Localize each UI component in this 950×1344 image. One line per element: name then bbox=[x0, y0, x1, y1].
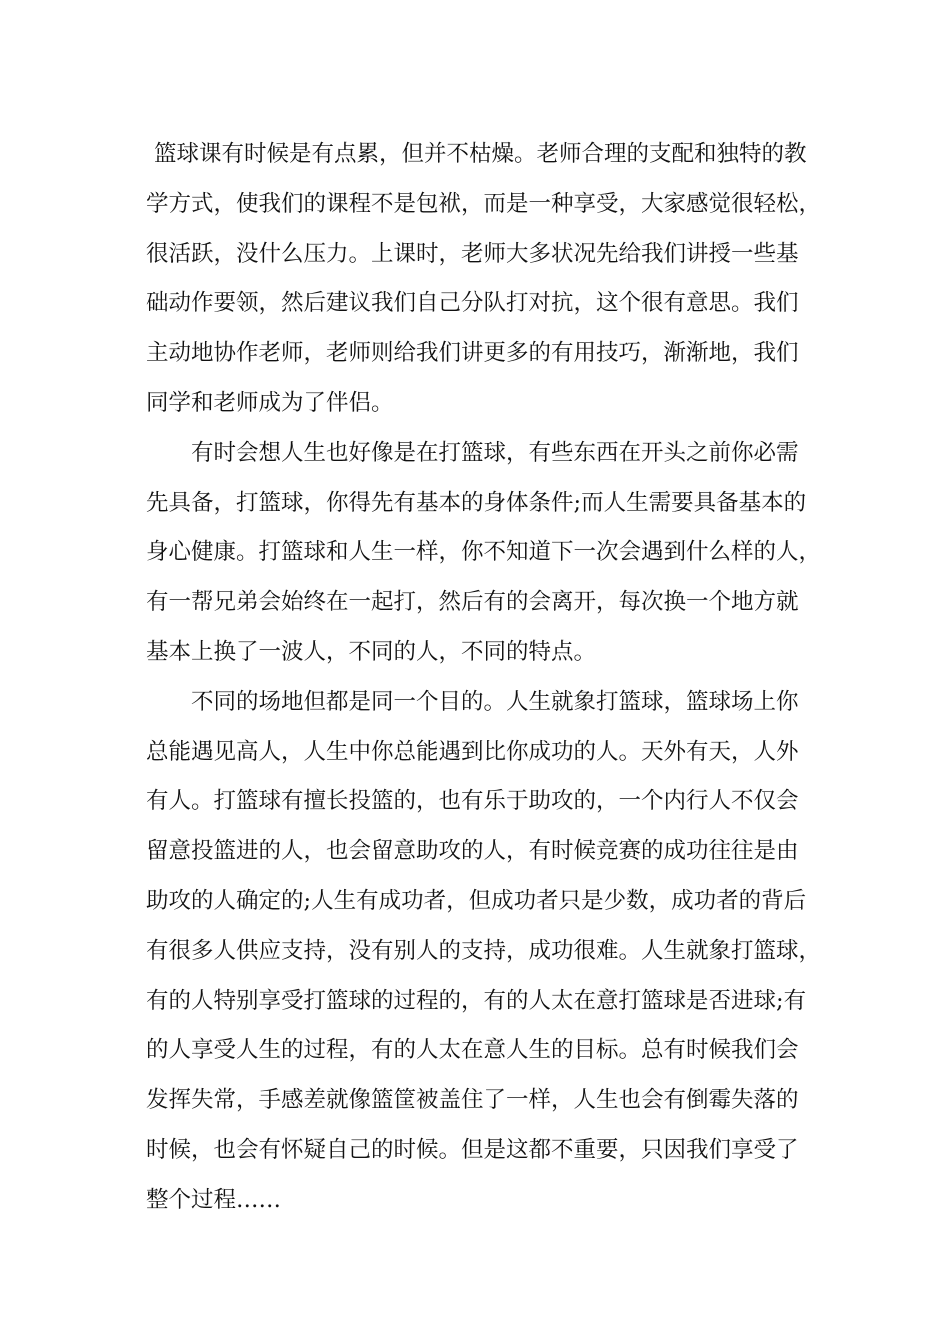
paragraph-2 bbox=[146, 429, 822, 678]
paragraph-3 bbox=[146, 678, 822, 1226]
text-line: 身心健康。打篮球和人生一样，你不知道下一次会遇到什么样的人， bbox=[146, 539, 822, 566]
text-line: 很活跃，没什么压力。上课时，老师大多状况先给我们讲授一些基 bbox=[146, 240, 799, 267]
text-line: 有的人特别享受打篮球的过程的，有的人太在意打篮球是否进球;有 bbox=[146, 987, 807, 1014]
text-line: 础动作要领，然后建议我们自己分队打对抗，这个很有意思。我们 bbox=[146, 290, 799, 317]
text-line: 不同的场地但都是同一个目的。人生就象打篮球，篮球场上你 bbox=[191, 688, 799, 715]
text-line: 同学和老师成为了伴侣。 bbox=[146, 389, 394, 416]
text-line: 发挥失常，手感差就像篮筐被盖住了一样，人生也会有倒霉失落的 bbox=[146, 1087, 799, 1114]
text-line: 的人享受人生的过程，有的人太在意人生的目标。总有时候我们会 bbox=[146, 1037, 799, 1064]
text-line: 有人。打篮球有擅长投篮的，也有乐于助攻的，一个内行人不仅会 bbox=[146, 788, 799, 815]
text-line: 篮球课有时候是有点累，但并不枯燥。老师合理的支配和独特的教 bbox=[154, 141, 807, 167]
text-line: 有时会想人生也好像是在打篮球，有些东西在开头之前你必需 bbox=[191, 439, 799, 466]
text-line: 有一帮兄弟会始终在一起打，然后有的会离开，每次换一个地方就 bbox=[146, 589, 799, 616]
text-line: 主动地协作老师，老师则给我们讲更多的有用技巧，渐渐地，我们 bbox=[146, 340, 799, 367]
paragraph-1 bbox=[146, 130, 822, 429]
text-line: 学方式，使我们的课程不是包袱，而是一种享受，大家感觉很轻松， bbox=[146, 190, 822, 217]
text-line: 有很多人供应支持，没有别人的支持，成功很难。人生就象打篮球， bbox=[146, 937, 822, 964]
document-body bbox=[146, 130, 822, 1226]
text-line: 总能遇见高人，人生中你总能遇到比你成功的人。天外有天，人外 bbox=[146, 738, 799, 765]
text-line: 先具备，打篮球，你得先有基本的身体条件;而人生需要具备基本的 bbox=[146, 489, 807, 516]
text-line: 留意投篮进的人，也会留意助攻的人，有时候竞赛的成功往往是由 bbox=[146, 838, 799, 865]
text-line: 助攻的人确定的;人生有成功者，但成功者只是少数，成功者的背后 bbox=[146, 887, 807, 914]
text-line: 基本上换了一波人，不同的人，不同的特点。 bbox=[146, 638, 597, 665]
text-line: 时候，也会有怀疑自己的时候。但是这都不重要，只因我们享受了 bbox=[146, 1136, 799, 1163]
text-line: 整个过程…… bbox=[146, 1186, 282, 1213]
